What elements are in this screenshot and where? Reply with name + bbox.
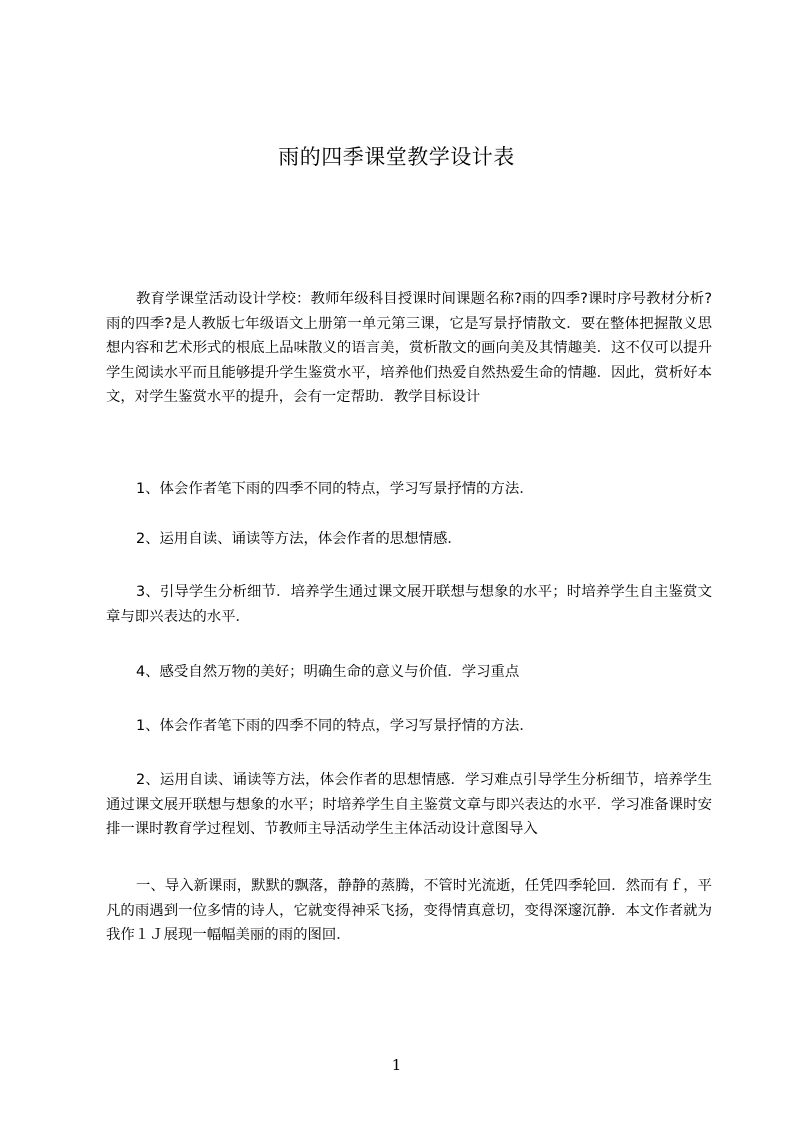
document-title: 雨的四季课堂教学设计表 xyxy=(278,145,515,169)
paragraph-goal-4: 4、感受自然万物的美好；明确生命的意义与价值．学习重点 xyxy=(136,664,520,680)
paragraph-intro: 教育学课堂活动设计学校：教师年级科目授课时间课题名称?雨的四季?课时序号教材分析?雨的四季?是人教版七年级语文上册第一单元第三课，它是写景抒情散文．要在整体把握散义思想内容和艺术形式的根底上品味散义的语言美，赏析散文的画向美及其情趣美．这不仅可以提升学生阅读水平而且能够提升学生鉴赏水平，培养他们热爱自然热爱生命的情趣．因此，赏析好本文，对学生鉴赏水平的提升，会有一定帮助．教学目标设计 xyxy=(106,291,712,405)
page-number: 1 xyxy=(391,1056,402,1074)
paragraph-introduction-lesson: 一、导入新课雨，默默的飘落，静静的蒸腾，不管时光流逝，任凭四季轮回．然而有ｆ，平凡的雨遇到一位多情的诗人，它就变得神采飞扬，变得情真意切，变得深邃沉静．本文作者就为我作１Ｊ展现一幅幅美丽的雨的图回． xyxy=(106,878,712,943)
paragraph-goal-2: 2、运用自读、诵读等方法，体会作者的思想情感． xyxy=(136,531,462,547)
paragraph-key-point-1: 1、体会作者笔下雨的四季不同的特点，学习写景抒情的方法． xyxy=(136,718,534,734)
paragraph-key-point-2: 2、运用自读、诵读等方法，体会作者的思想情感．学习难点引导学生分析细节，培养学生通过课文展开联想与想象的水平；时培养学生自主鉴赏文章与即兴表达的水平．学习准备课时安排一课时教育学过程划、节教师主导活动学生主体活动设计意图导入 xyxy=(106,772,712,837)
paragraph-goal-3: 3、引导学生分析细节．培养学生通过课文展开联想与想象的水平；时培养学生自主鉴赏文章与即兴表达的水平． xyxy=(106,584,712,625)
paragraph-goal-1: 1、体会作者笔下雨的四季不同的特点，学习写景抒情的方法． xyxy=(136,481,534,497)
